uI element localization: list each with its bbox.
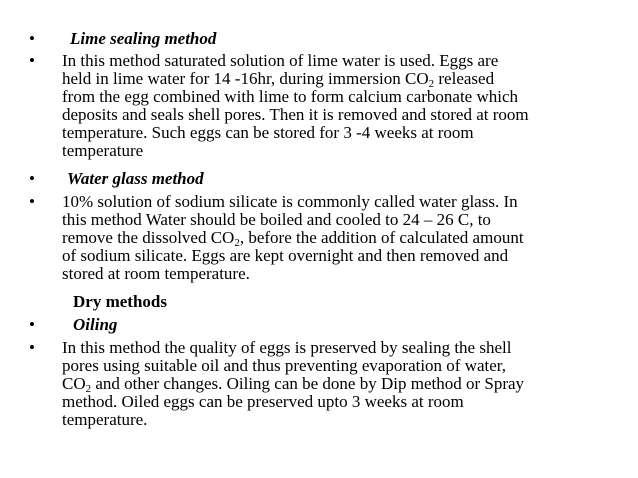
- bullet-icon: •: [29, 315, 35, 334]
- lime-line-5: temperature. Such eggs can be stored for 3 -4 weeks at room: [62, 123, 474, 142]
- bullet-icon: •: [29, 192, 35, 211]
- co2-subscript: 2: [428, 78, 435, 90]
- water-glass-line-3: [62, 229, 524, 247]
- dry-methods-label: Dry methods: [73, 292, 167, 311]
- lime-line-1: In this method saturated solution of lime water is used. Eggs are: [62, 51, 499, 70]
- bullet-icon: •: [29, 51, 35, 70]
- oiling-line-3b: and other changes. Oiling can be done by Dip method or Spray: [91, 374, 525, 393]
- water-glass-heading: Water glass method: [67, 169, 204, 188]
- oiling-line-4: method. Oiled eggs can be preserved upto 3 weeks at room: [62, 392, 464, 411]
- lime-heading: Lime sealing method: [70, 29, 217, 48]
- water-glass-line-1: 10% solution of sodium silicate is commonly called water glass. In: [62, 192, 518, 211]
- bullet-icon: •: [29, 338, 35, 357]
- lime-line-3: from the egg combined with lime to form calcium carbonate which: [62, 87, 519, 106]
- bullet-icon: •: [29, 169, 35, 188]
- co2-subscript: 2: [234, 237, 240, 249]
- water-glass-line-3a: remove the dissolved CO: [62, 228, 235, 247]
- lime-line-4: deposits and seals shell pores. Then it is removed and stored at room: [62, 105, 529, 124]
- water-glass-line-2: this method Water should be boiled and cooled to 24 – 26 C, to: [62, 210, 491, 229]
- oiling-text: [62, 339, 524, 429]
- lime-line-2b: released: [434, 69, 495, 88]
- oiling-line-3a: CO: [62, 374, 86, 393]
- water-glass-line-4: of sodium silicate. Eggs are kept overnight and then removed and: [62, 246, 509, 265]
- lime-line-2a: held in lime water for 14 -16hr, during immersion CO: [62, 69, 429, 88]
- oiling-heading: Oiling: [73, 315, 118, 334]
- water-glass-text: [62, 193, 524, 283]
- oiling-line-2: pores using suitable oil and thus preventing evaporation of water,: [62, 356, 507, 375]
- lime-line-2: [62, 70, 529, 88]
- lime-text: [62, 52, 529, 160]
- lime-line-6: temperature: [62, 141, 144, 160]
- co2-subscript: 2: [85, 383, 92, 395]
- oiling-line-1: In this method the quality of eggs is preserved by sealing the shell: [62, 338, 512, 357]
- oiling-line-3: [62, 375, 524, 393]
- bullet-icon: •: [29, 29, 35, 48]
- oiling-line-5: temperature.: [62, 410, 148, 429]
- water-glass-line-3b: , before the addition of calculated amount: [239, 228, 524, 247]
- water-glass-line-5: stored at room temperature.: [62, 264, 250, 283]
